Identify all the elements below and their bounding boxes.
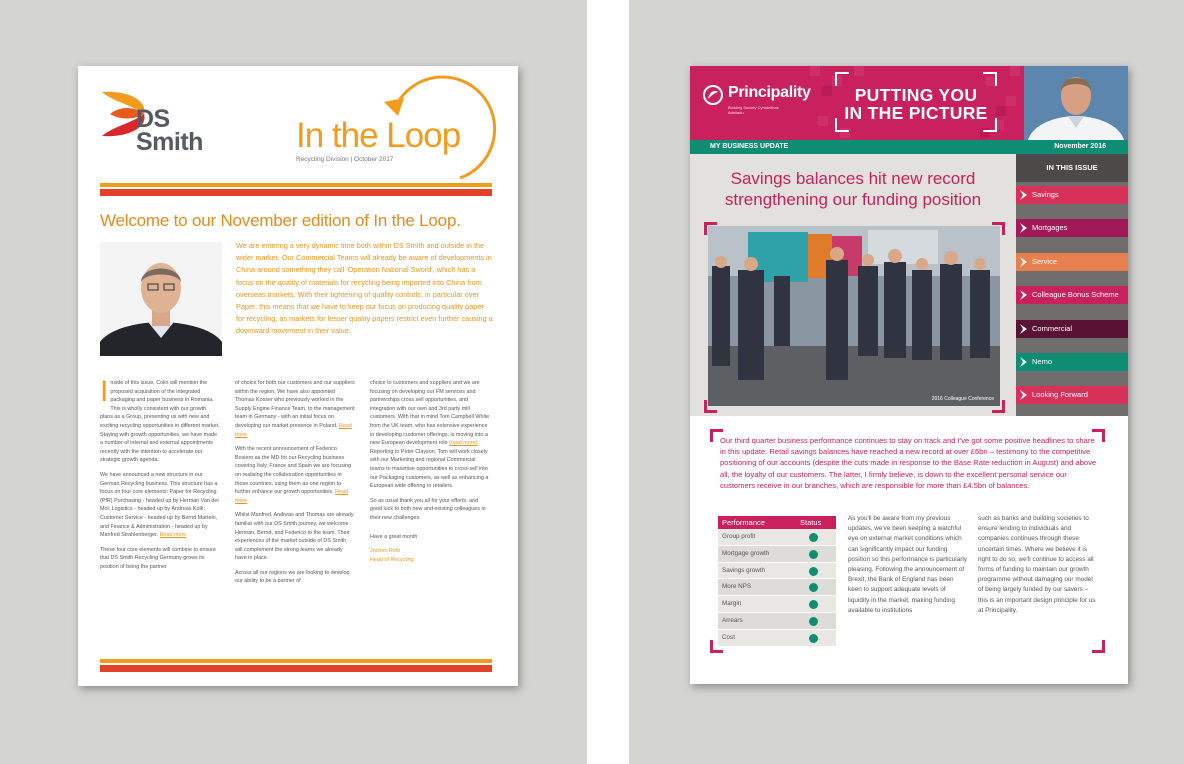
col1-paragraph: We have announced a new structure in our German Recycling business. This structure has a focus on four core elements: Paper for Recycling (PfR) Purchasing - headed up by Herman Van der Mol; Logistics - headed up by Andreas Kolk; Customer Service - headed up by Bernd Martelo, and Finance & Administration - headed up by Manfred Strahlenberger. (100, 471, 220, 539)
toc-item[interactable] (1016, 186, 1128, 204)
chevron-right-icon (1019, 357, 1028, 367)
col2-paragraph: Across all our regions we are looking to develop our ability to be a partner of (235, 569, 350, 585)
in-the-loop-newsletter (78, 66, 518, 686)
dropcap: I (100, 375, 109, 408)
newsletter-title: In the Loop (296, 116, 461, 155)
col1-paragraph: These four core elements will combine to ensure that DS Smith Recycling Germany grows its position of being the partner (100, 546, 216, 570)
table-row (718, 613, 836, 630)
chevron-right-icon (1019, 324, 1028, 334)
footer-stripe (100, 665, 492, 672)
toc-item-label: Commercial (1032, 323, 1073, 333)
table-row (718, 546, 836, 563)
lead-paragraph: Our third quarter business performance continues to stay on track and I've got some positive headlines to share in this update. Retail savings balances have reached a new record at over £6bn – testimony to the competitive positioning of our accounts (despite the cuts made in response to the Base Rate reduction in August) and above all, the loyalty of our customers. The latter, I firmly believe, is down to the excellent personal service our customers receive in our branches, which are responsible for more than £4.5bn of balances. (720, 436, 1097, 490)
chevron-right-icon (1019, 390, 1028, 400)
row-label: Mortgage growth (722, 549, 770, 557)
toc-item[interactable] (1016, 353, 1128, 371)
principality-logo-icon (702, 84, 724, 106)
table-row (718, 529, 836, 546)
toc-item-label: Looking Forward (1032, 390, 1088, 400)
performance-table (718, 516, 836, 647)
toc-item[interactable] (1016, 286, 1128, 304)
text-bracket (1092, 640, 1105, 653)
status-dot-icon (809, 634, 818, 643)
read-more-link[interactable]: (read more) (449, 440, 478, 447)
row-label: More NPS (722, 583, 752, 591)
footer-stripe (100, 659, 492, 663)
panel-divider (587, 0, 629, 764)
logo-line1: DS (136, 105, 170, 133)
toc-item-label: Nemo (1032, 357, 1053, 366)
feature-headline: Savings balances hit new record strengthening our funding position (724, 169, 982, 209)
toc-item[interactable] (1016, 253, 1128, 271)
table-row (718, 630, 836, 647)
putting-you-banner (835, 72, 997, 132)
row-label: Arrears (722, 616, 743, 624)
chevron-right-icon (1019, 290, 1028, 300)
toc-item[interactable] (1016, 219, 1128, 237)
col3-paragraph: . Reporting to Peter Clayson, Tom will work closely with our Marketing and regional Commercial teams to maximise opportunities to cross-sell into our Packaging customers, as well as enhancing a European wide offering to retailers. (370, 440, 489, 490)
status-dot-icon (809, 550, 818, 559)
welcome-heading: Welcome to our November edition of In the Loop. (100, 211, 461, 230)
section-bar-title: MY BUSINESS UPDATE (710, 143, 789, 150)
sign-off: Have a great month (370, 533, 418, 540)
column-3 (370, 379, 490, 564)
header-stripe (100, 183, 492, 187)
photo-caption: 2016 Colleague Conference (931, 396, 994, 402)
issue-date: November 2016 (1054, 143, 1106, 150)
read-more-link[interactable]: Read more (159, 532, 187, 539)
column-2 (235, 379, 355, 592)
row-label: Cost (722, 633, 735, 641)
table-header (718, 516, 836, 529)
body-column-b: such as banks and building societies to ensure lending to individuals and companies continues through these uncertain times. Where we believe it is right to do so, we'll continue to access all forms of funding to maintain our growth programme without damaging our model of being largely funded by our savers – this is an important design principle for us at Principality. (978, 515, 1096, 614)
row-divider (718, 646, 836, 647)
ds-smith-wordmark (136, 105, 203, 156)
in-this-issue-panel (1016, 154, 1128, 416)
status-dot-icon (809, 600, 818, 609)
body-column-a: As you'll be aware from my previous updates, we've been keeping a watchful eye on external market conditions which can significantly impact our funding position so this performance is particularly pleasing. Following the announcement of Brexit, the Bank of England has been keen to support adequate levels of liquidity in the market, making funding available to institutions (848, 515, 967, 614)
brand-subtitle: Building Society Cymdeithas Adeiladu (728, 105, 779, 115)
table-row (718, 596, 836, 613)
read-more-link[interactable]: Read more (235, 422, 352, 438)
col3-paragraph: choice to customers and suppliers and we are focusing on developing our FM services and partnerships cross sell opportunities, and integration with our own and 3rd party mill customers. With that in mind Tom Campbell White from the UK team, who has extensive experience in developing customer offerings, is moving into a new European development role (370, 380, 490, 447)
section-bar (690, 140, 1128, 154)
col2-paragraph: With the recent announcement of Federico Bosiero as the MD for our Recycling business covering Italy, France and Spain we are focusing on realising the collaboration opportunities in those countries, using them as one region to further enhance our growth opportunities. (235, 446, 352, 496)
toc-item-label: Mortgages (1032, 223, 1068, 233)
header-stripe (100, 189, 492, 196)
toc-item-label: Savings (1032, 190, 1059, 199)
read-more-link[interactable]: Read more (235, 489, 348, 504)
table-row (718, 563, 836, 580)
toc-item[interactable] (1016, 386, 1128, 404)
chevron-right-icon (1019, 223, 1028, 233)
ceo-photo (1024, 66, 1128, 140)
toc-item-label: Service (1032, 256, 1058, 266)
signature-name: Jochen Rohr (370, 548, 401, 555)
conference-photo (708, 226, 1000, 406)
column-header-performance: Performance (722, 518, 765, 527)
col2-paragraph: of choice for both our customers and our suppliers within the region. We have also appointed Thomas Kosser who previously worked in the Supply Engine Finance Team, to the management team in Germany - with an initial focus on developing our market presence in Poland. (235, 380, 355, 429)
chevron-right-icon (1019, 257, 1028, 267)
banner-line2: IN THE PICTURE (844, 103, 988, 123)
status-dot-icon (809, 617, 818, 626)
chevron-right-icon (1019, 190, 1028, 200)
col2-paragraph: Whilst Manfred, Andreas and Thomas are already familiar with our DS Smith journey, we welcome Herman, Bernd, and Federico to the team. Their experiences of the market outside of DS Smith will complement the strong teams we already have in place. (235, 512, 354, 562)
principality-newsletter (690, 66, 1128, 684)
table-row (718, 579, 836, 596)
header-banner (690, 66, 1128, 140)
signature-title: Head of Recycling (370, 556, 414, 563)
status-dot-icon (809, 567, 818, 576)
col3-paragraph: So as usual thank you all for your efforts, and good luck to both new and existing colleagues in their new challenges. (370, 497, 486, 521)
banner-line1: PUTTING YOU (854, 85, 978, 105)
intro-paragraph: We are entering a very dynamic time both within DS Smith and outside in the wider market. Our Commercial Teams will already be aware of developments in China around something they call 'Operation National Sword', which has a focus on the quality of materials for recycling being imported into China from overseas markets. With their tightening of quality controls, in particular over Paper, this means that we have to keep our focus on producing quality paper for recycling, as markets for lesser quality papers restrict even further causing a downward movement in their value. (236, 241, 493, 336)
row-label: Margin (722, 600, 742, 608)
status-dot-icon (809, 583, 818, 592)
toc-item-label: Colleague Bonus Scheme (1032, 290, 1119, 300)
row-label: Savings growth (722, 566, 766, 574)
brand-name: Principality (728, 84, 811, 101)
column-1 (100, 375, 220, 577)
toc-item[interactable] (1016, 320, 1128, 338)
column-header-status: Status (800, 518, 822, 527)
row-label: Group profit (722, 533, 756, 540)
author-photo (100, 242, 222, 356)
logo-line2: Smith (136, 128, 203, 156)
toc-heading: IN THIS ISSUE (1016, 154, 1128, 182)
col1-paragraph: nside of this issue, Colin will mention the proposed acquisition of the integrated packaging and paper business in Romania. This is wholly consistent with our growth plans as a Group, presenting us with new and exciting recycling opportunities in different market. Staying with growth opportunities, we have made a number of internal and external appointments recently with the intention to accelerate our strategic growth agenda. (100, 380, 220, 464)
status-dot-icon (809, 533, 818, 542)
newsletter-subtitle: Recycling Division | October 2017 (296, 156, 394, 163)
